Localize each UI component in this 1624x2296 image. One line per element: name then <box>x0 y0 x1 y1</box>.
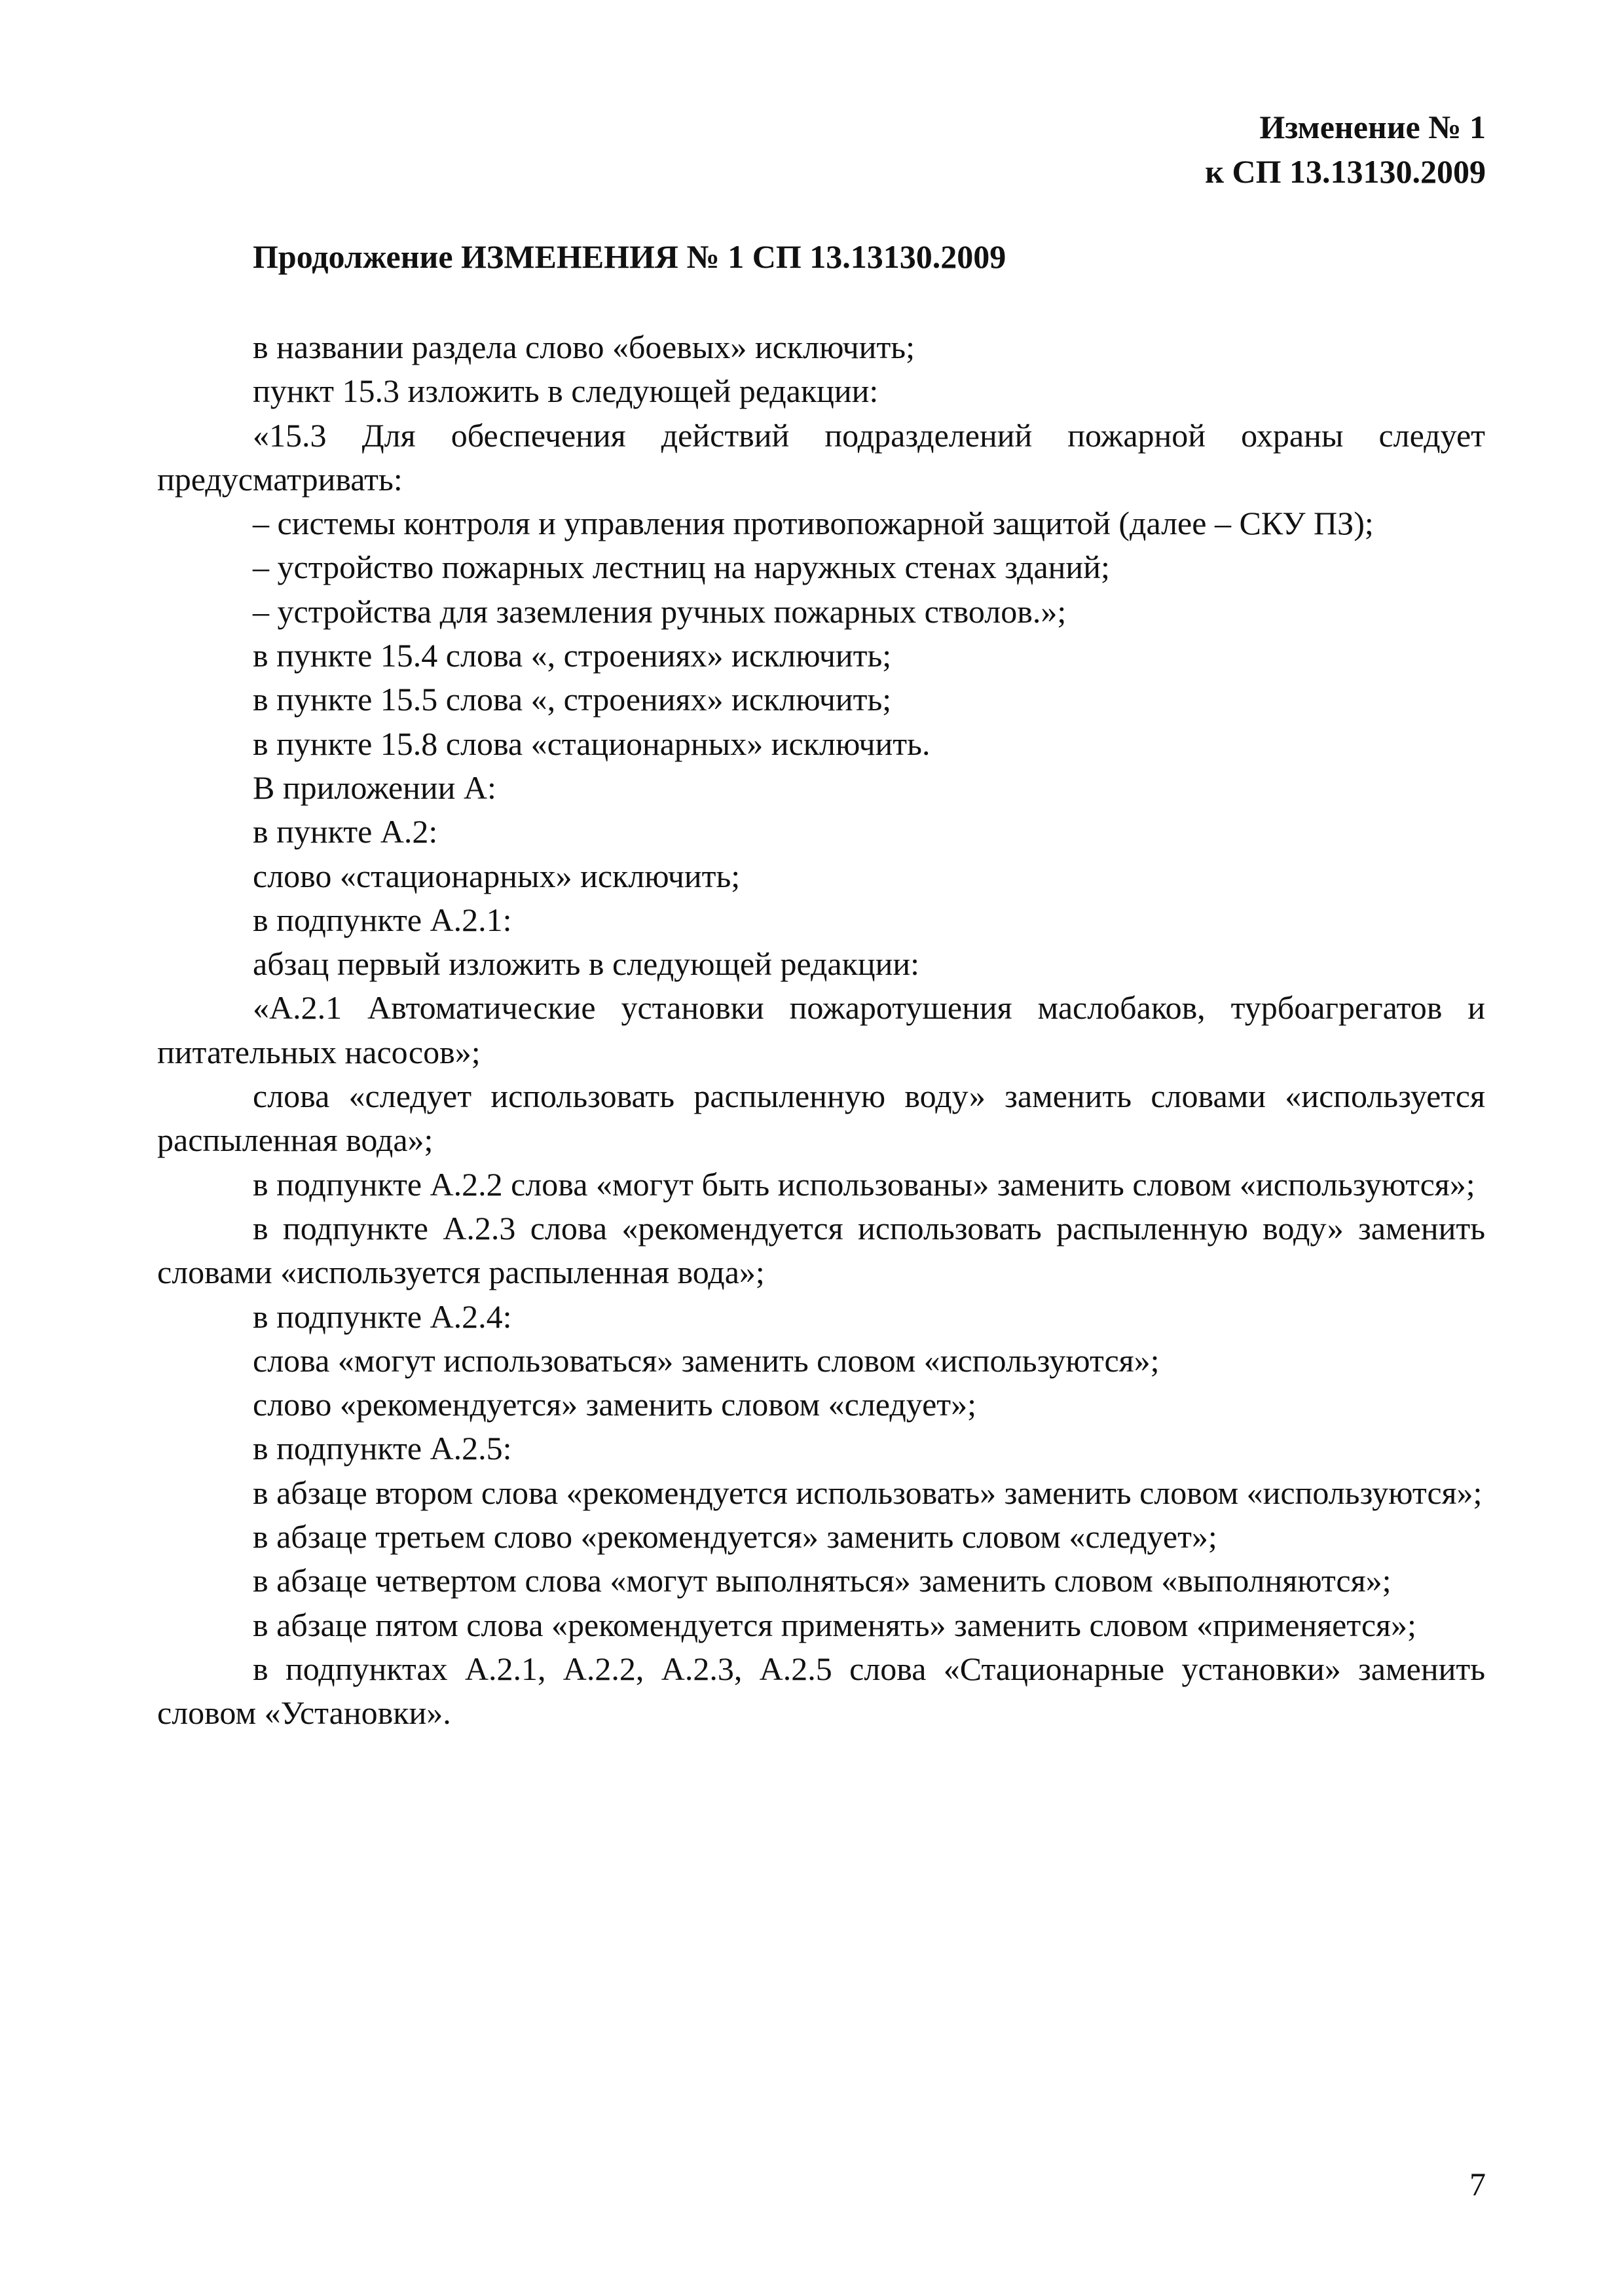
amendment-reference: к СП 13.13130.2009 <box>1205 153 1486 190</box>
paragraph: слова «следует использовать распыленную воду» заменить словами «используется распыленная вода»; <box>157 1078 1485 1159</box>
paragraph: в подпункте А.2.4: <box>253 1298 512 1335</box>
paragraph: – устройство пожарных лестниц на наружных стенах зданий; <box>253 549 1110 586</box>
amendment-header <box>1205 105 1486 194</box>
paragraph: слово «рекомендуется» заменить словом «следует»; <box>253 1386 977 1423</box>
paragraph: «15.3 Для обеспечения действий подразделений пожарной охраны следует предусматривать: <box>157 416 1485 498</box>
paragraph: в подпункте А.2.1: <box>253 901 512 938</box>
paragraph: в пункте 15.8 слова «стационарных» исключить. <box>253 725 931 762</box>
paragraph: В приложении А: <box>253 769 496 806</box>
paragraph: слово «стационарных» исключить; <box>253 857 741 894</box>
paragraph: в абзаце третьем слово «рекомендуется» заменить словом «следует»; <box>253 1518 1217 1556</box>
paragraph: слова «могут использоваться» заменить словом «используются»; <box>253 1341 1160 1379</box>
page-number: 7 <box>1469 2166 1486 2202</box>
paragraph: в подпунктах А.2.1, А.2.2, А.2.3, А.2.5 слова «Стационарные установки» заменить словом «Установки». <box>157 1650 1485 1732</box>
paragraph: в пункте 15.5 слова «, строениях» исключить; <box>253 681 892 718</box>
paragraph: в пункте А.2: <box>253 813 438 850</box>
paragraph: в подпункте А.2.5: <box>253 1430 512 1467</box>
paragraph: в абзаце втором слова «рекомендуется использовать» заменить словом «используются»; <box>253 1474 1483 1511</box>
document-body <box>157 325 1485 1736</box>
page-title: Продолжение ИЗМЕНЕНИЯ № 1 СП 13.13130.2009 <box>253 238 1006 275</box>
paragraph: абзац первый изложить в следующей редакции: <box>253 945 920 983</box>
paragraph: в абзаце четвертом слова «могут выполняться» заменить словом «выполняются»; <box>253 1562 1392 1599</box>
paragraph: в абзаце пятом слова «рекомендуется применять» заменить словом «применяется»; <box>253 1606 1416 1643</box>
paragraph: в названии раздела слово «боевых» исключить; <box>253 329 915 365</box>
paragraph: пункт 15.3 изложить в следующей редакции: <box>253 373 879 410</box>
paragraph: – системы контроля и управления противопожарной защитой (далее – СКУ ПЗ); <box>253 505 1374 542</box>
paragraph: в пункте 15.4 слова «, строениях» исключить; <box>253 637 892 674</box>
paragraph: «А.2.1 Автоматические установки пожаротушения маслобаков, турбоагрегатов и питательных насосов»; <box>157 989 1485 1070</box>
paragraph: в подпункте А.2.3 слова «рекомендуется использовать распыленную воду» заменить словами «используется распыленная вода»; <box>157 1209 1485 1291</box>
paragraph: – устройства для заземления ручных пожарных стволов.»; <box>253 592 1067 630</box>
amendment-number: Изменение № 1 <box>1259 109 1486 145</box>
paragraph: в подпункте А.2.2 слова «могут быть использованы» заменить словом «используются»; <box>253 1165 1475 1203</box>
